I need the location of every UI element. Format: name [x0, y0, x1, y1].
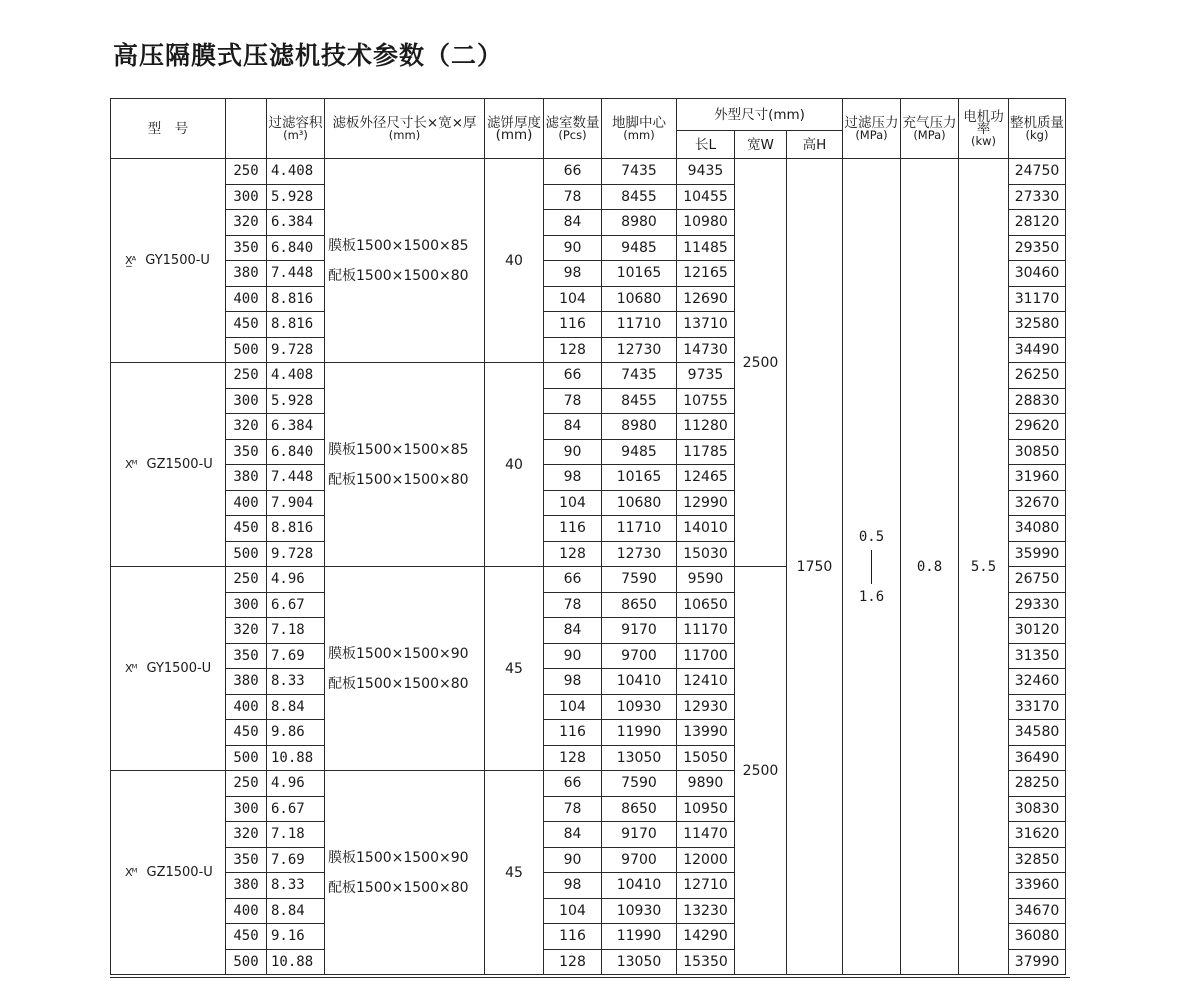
area-cell: 380 [226, 465, 267, 491]
length-cell: 12465 [677, 465, 735, 491]
mass-cell: 28120 [1009, 210, 1066, 236]
chambers-cell: 66 [544, 771, 602, 797]
cake-cell: 45 [485, 771, 544, 975]
volume-cell: 9.728 [267, 541, 325, 567]
pressure-high: 1.6 [858, 588, 885, 605]
header-chambers-label: 滤室数量 [545, 114, 600, 131]
length-cell: 12710 [677, 873, 735, 899]
plate-size-cell [325, 159, 485, 363]
area-cell: 350 [226, 235, 267, 261]
length-cell: 12000 [677, 847, 735, 873]
foot-cell: 7435 [602, 159, 677, 185]
foot-cell: 9485 [602, 439, 677, 465]
header-pressure-unit: (MPa) [855, 127, 888, 142]
cake-cell: 40 [485, 159, 544, 363]
foot-cell: 10410 [602, 873, 677, 899]
chambers-cell: 78 [544, 388, 602, 414]
header-foot-label: 地脚中心 [612, 114, 666, 131]
table-body [111, 159, 1066, 975]
volume-cell: 4.96 [267, 567, 325, 593]
mass-cell: 37990 [1009, 949, 1066, 975]
area-cell: 350 [226, 643, 267, 669]
mass-cell: 35990 [1009, 541, 1066, 567]
plate-size-cell [325, 567, 485, 771]
area-cell: 500 [226, 949, 267, 975]
model-symbol: Xᴹ [125, 458, 137, 471]
chambers-cell: 90 [544, 847, 602, 873]
length-cell: 10950 [677, 796, 735, 822]
mass-cell: 33170 [1009, 694, 1066, 720]
area-cell: 400 [226, 286, 267, 312]
area-cell: 250 [226, 159, 267, 185]
mass-cell: 27330 [1009, 184, 1066, 210]
foot-cell: 8650 [602, 796, 677, 822]
mass-cell: 30850 [1009, 439, 1066, 465]
volume-cell: 7.69 [267, 643, 325, 669]
header-volume-label: 过滤容积 [268, 114, 323, 131]
mass-cell: 32670 [1009, 490, 1066, 516]
length-cell: 14290 [677, 924, 735, 950]
volume-cell: 7.904 [267, 490, 325, 516]
foot-cell: 8455 [602, 184, 677, 210]
length-cell: 12990 [677, 490, 735, 516]
chambers-cell: 104 [544, 694, 602, 720]
header-plate-size-label: 滤板外径尺寸长×宽×厚 [332, 114, 477, 131]
foot-cell: 9170 [602, 822, 677, 848]
header-chambers [544, 99, 602, 159]
volume-cell: 9.728 [267, 337, 325, 363]
area-cell: 380 [226, 261, 267, 287]
length-cell: 15030 [677, 541, 735, 567]
chambers-cell: 104 [544, 286, 602, 312]
volume-cell: 8.33 [267, 873, 325, 899]
length-cell: 12930 [677, 694, 735, 720]
model-name: GY1500-U [146, 661, 212, 676]
header-area [226, 99, 267, 159]
header-pressure [843, 99, 901, 159]
length-cell: 15050 [677, 745, 735, 771]
chambers-cell: 98 [544, 465, 602, 491]
chambers-cell: 66 [544, 159, 602, 185]
volume-cell: 5.928 [267, 184, 325, 210]
length-cell: 13710 [677, 312, 735, 338]
header-plate-size [325, 99, 485, 159]
foot-cell: 10680 [602, 286, 677, 312]
width-cell: 2500 [735, 159, 787, 567]
model-symbol: X̲ᴬ [125, 254, 136, 267]
foot-cell: 9700 [602, 643, 677, 669]
bottom-rule [110, 977, 1070, 978]
chambers-cell: 84 [544, 210, 602, 236]
foot-cell: 11710 [602, 516, 677, 542]
foot-cell: 7435 [602, 363, 677, 389]
mass-cell: 29330 [1009, 592, 1066, 618]
height-cell: 1750 [787, 159, 843, 975]
volume-cell: 6.384 [267, 414, 325, 440]
mass-cell: 30120 [1009, 618, 1066, 644]
length-cell: 14730 [677, 337, 735, 363]
chambers-cell: 128 [544, 949, 602, 975]
model-cell [111, 363, 226, 567]
mass-cell: 26250 [1009, 363, 1066, 389]
table-header [111, 99, 1066, 159]
table-row [111, 159, 1066, 185]
header-volume-unit: (m³) [283, 127, 308, 142]
area-cell: 380 [226, 873, 267, 899]
pressure-low: 0.5 [858, 528, 885, 545]
header-mass-unit: (kg) [1025, 127, 1049, 142]
volume-cell: 7.448 [267, 465, 325, 491]
plate-match: 配板1500×1500×80 [328, 267, 469, 284]
plate-membrane: 膜板1500×1500×90 [328, 645, 469, 662]
cake-cell: 40 [485, 363, 544, 567]
area-cell: 400 [226, 490, 267, 516]
volume-cell: 9.16 [267, 924, 325, 950]
mass-cell: 31960 [1009, 465, 1066, 491]
volume-cell: 6.840 [267, 235, 325, 261]
foot-cell: 13050 [602, 949, 677, 975]
chambers-cell: 78 [544, 796, 602, 822]
foot-cell: 10165 [602, 261, 677, 287]
chambers-cell: 98 [544, 873, 602, 899]
chambers-cell: 116 [544, 516, 602, 542]
foot-cell: 9170 [602, 618, 677, 644]
mass-cell: 28830 [1009, 388, 1066, 414]
foot-cell: 10930 [602, 694, 677, 720]
foot-cell: 7590 [602, 771, 677, 797]
foot-cell: 9700 [602, 847, 677, 873]
area-cell: 380 [226, 669, 267, 695]
plate-membrane: 膜板1500×1500×85 [328, 237, 469, 254]
volume-cell: 8.33 [267, 669, 325, 695]
foot-cell: 10930 [602, 898, 677, 924]
area-cell: 350 [226, 847, 267, 873]
mass-cell: 36080 [1009, 924, 1066, 950]
area-cell: 320 [226, 822, 267, 848]
plate-membrane: 膜板1500×1500×90 [328, 849, 469, 866]
length-cell: 12410 [677, 669, 735, 695]
volume-cell: 4.408 [267, 363, 325, 389]
header-outline: 外型尺寸(mm) [677, 99, 843, 131]
area-cell: 450 [226, 516, 267, 542]
plate-match: 配板1500×1500×80 [328, 471, 469, 488]
area-cell: 300 [226, 388, 267, 414]
area-cell: 450 [226, 312, 267, 338]
header-volume [267, 99, 325, 159]
model-symbol: Xᴹ [125, 662, 137, 675]
model-cell [111, 771, 226, 975]
foot-cell: 10410 [602, 669, 677, 695]
chambers-cell: 98 [544, 669, 602, 695]
foot-cell: 11990 [602, 720, 677, 746]
chambers-cell: 66 [544, 567, 602, 593]
model-name: GZ1500-U [146, 865, 213, 880]
chambers-cell: 84 [544, 822, 602, 848]
model-name: GZ1500-U [146, 457, 213, 472]
header-model: 型 号 [111, 99, 226, 159]
model-symbol: Xᴹ [125, 866, 137, 879]
foot-cell: 10165 [602, 465, 677, 491]
chambers-cell: 116 [544, 924, 602, 950]
mass-cell: 26750 [1009, 567, 1066, 593]
mass-cell: 36490 [1009, 745, 1066, 771]
mass-cell: 32850 [1009, 847, 1066, 873]
cake-cell: 45 [485, 567, 544, 771]
area-cell: 500 [226, 337, 267, 363]
volume-cell: 6.840 [267, 439, 325, 465]
motor-cell: 5.5 [959, 159, 1009, 975]
header-foot-unit: (mm) [623, 127, 655, 142]
area-cell: 300 [226, 796, 267, 822]
mass-cell: 29350 [1009, 235, 1066, 261]
area-cell: 320 [226, 210, 267, 236]
header-foot [602, 99, 677, 159]
mass-cell: 34080 [1009, 516, 1066, 542]
length-cell: 13230 [677, 898, 735, 924]
volume-cell: 4.96 [267, 771, 325, 797]
chambers-cell: 104 [544, 490, 602, 516]
length-cell: 9735 [677, 363, 735, 389]
volume-cell: 8.84 [267, 898, 325, 924]
volume-cell: 4.408 [267, 159, 325, 185]
volume-cell: 7.448 [267, 261, 325, 287]
chambers-cell: 78 [544, 184, 602, 210]
plate-size-cell [325, 771, 485, 975]
volume-cell: 8.816 [267, 516, 325, 542]
chambers-cell: 98 [544, 261, 602, 287]
area-cell: 250 [226, 771, 267, 797]
foot-cell: 10680 [602, 490, 677, 516]
mass-cell: 33960 [1009, 873, 1066, 899]
mass-cell: 34490 [1009, 337, 1066, 363]
chambers-cell: 116 [544, 312, 602, 338]
volume-cell: 7.18 [267, 618, 325, 644]
length-cell: 10455 [677, 184, 735, 210]
header-length: 长L [677, 131, 735, 159]
length-cell: 14010 [677, 516, 735, 542]
chambers-cell: 116 [544, 720, 602, 746]
header-chambers-unit: (Pcs) [558, 127, 587, 142]
header-air [901, 99, 959, 159]
foot-cell: 7590 [602, 567, 677, 593]
air-cell: 0.8 [901, 159, 959, 975]
chambers-cell: 128 [544, 541, 602, 567]
volume-cell: 8.84 [267, 694, 325, 720]
area-cell: 250 [226, 567, 267, 593]
mass-cell: 29620 [1009, 414, 1066, 440]
volume-cell: 6.384 [267, 210, 325, 236]
length-cell: 15350 [677, 949, 735, 975]
area-cell: 300 [226, 184, 267, 210]
foot-cell: 12730 [602, 541, 677, 567]
header-air-unit: (MPa) [913, 127, 946, 142]
mass-cell: 31170 [1009, 286, 1066, 312]
foot-cell: 12730 [602, 337, 677, 363]
header-mass [1009, 99, 1066, 159]
foot-cell: 11990 [602, 924, 677, 950]
spec-table [110, 98, 1066, 975]
area-cell: 450 [226, 720, 267, 746]
mass-cell: 34670 [1009, 898, 1066, 924]
header-plate-size-unit: (mm) [388, 127, 421, 142]
width-cell: 2500 [735, 567, 787, 975]
chambers-cell: 84 [544, 618, 602, 644]
length-cell: 12690 [677, 286, 735, 312]
length-cell: 11785 [677, 439, 735, 465]
header-mass-label: 整机质量 [1010, 114, 1064, 131]
chambers-cell: 78 [544, 592, 602, 618]
chambers-cell: 66 [544, 363, 602, 389]
mass-cell: 31350 [1009, 643, 1066, 669]
length-cell: 9435 [677, 159, 735, 185]
model-cell [111, 567, 226, 771]
header-motor [959, 99, 1009, 159]
volume-cell: 7.18 [267, 822, 325, 848]
mass-cell: 24750 [1009, 159, 1066, 185]
foot-cell: 8980 [602, 414, 677, 440]
volume-cell: 5.928 [267, 388, 325, 414]
mass-cell: 28250 [1009, 771, 1066, 797]
length-cell: 12165 [677, 261, 735, 287]
header-height: 高H [787, 131, 843, 159]
header-motor-label: 电机功率 [963, 108, 1004, 137]
chambers-cell: 90 [544, 439, 602, 465]
header-air-label: 充气压力 [902, 114, 957, 131]
plate-match: 配板1500×1500×80 [328, 675, 469, 692]
mass-cell: 31620 [1009, 822, 1066, 848]
length-cell: 11485 [677, 235, 735, 261]
header-motor-unit: (kw) [970, 133, 997, 148]
length-cell: 13990 [677, 720, 735, 746]
foot-cell: 13050 [602, 745, 677, 771]
length-cell: 11470 [677, 822, 735, 848]
foot-cell: 8650 [602, 592, 677, 618]
header-width: 宽W [735, 131, 787, 159]
foot-cell: 9485 [602, 235, 677, 261]
length-cell: 10755 [677, 388, 735, 414]
chambers-cell: 84 [544, 414, 602, 440]
area-cell: 450 [226, 924, 267, 950]
volume-cell: 6.67 [267, 796, 325, 822]
chambers-cell: 90 [544, 235, 602, 261]
volume-cell: 8.816 [267, 312, 325, 338]
pressure-cell [843, 159, 901, 975]
header-cake: 滤饼厚度(mm) [485, 99, 544, 159]
chambers-cell: 104 [544, 898, 602, 924]
foot-cell: 8455 [602, 388, 677, 414]
mass-cell: 34580 [1009, 720, 1066, 746]
length-cell: 11700 [677, 643, 735, 669]
area-cell: 400 [226, 694, 267, 720]
length-cell: 10980 [677, 210, 735, 236]
length-cell: 11280 [677, 414, 735, 440]
plate-size-cell [325, 363, 485, 567]
volume-cell: 7.69 [267, 847, 325, 873]
mass-cell: 32580 [1009, 312, 1066, 338]
area-cell: 500 [226, 745, 267, 771]
model-cell [111, 159, 226, 363]
length-cell: 10650 [677, 592, 735, 618]
foot-cell: 8980 [602, 210, 677, 236]
area-cell: 300 [226, 592, 267, 618]
volume-cell: 10.88 [267, 745, 325, 771]
length-cell: 9890 [677, 771, 735, 797]
length-cell: 11170 [677, 618, 735, 644]
length-cell: 9590 [677, 567, 735, 593]
area-cell: 320 [226, 414, 267, 440]
chambers-cell: 128 [544, 745, 602, 771]
area-cell: 500 [226, 541, 267, 567]
mass-cell: 32460 [1009, 669, 1066, 695]
chambers-cell: 90 [544, 643, 602, 669]
model-name: GY1500-U [145, 253, 210, 268]
area-cell: 400 [226, 898, 267, 924]
volume-cell: 10.88 [267, 949, 325, 975]
range-line [871, 550, 872, 584]
header-pressure-label: 过滤压力 [844, 114, 899, 131]
mass-cell: 30460 [1009, 261, 1066, 287]
volume-cell: 6.67 [267, 592, 325, 618]
area-cell: 250 [226, 363, 267, 389]
area-cell: 350 [226, 439, 267, 465]
mass-cell: 30830 [1009, 796, 1066, 822]
area-cell: 320 [226, 618, 267, 644]
chambers-cell: 128 [544, 337, 602, 363]
volume-cell: 8.816 [267, 286, 325, 312]
volume-cell: 9.86 [267, 720, 325, 746]
plate-match: 配板1500×1500×80 [328, 879, 469, 896]
page-title: 高压隔膜式压滤机技术参数（二） [113, 41, 504, 70]
foot-cell: 11710 [602, 312, 677, 338]
plate-membrane: 膜板1500×1500×85 [328, 441, 469, 458]
